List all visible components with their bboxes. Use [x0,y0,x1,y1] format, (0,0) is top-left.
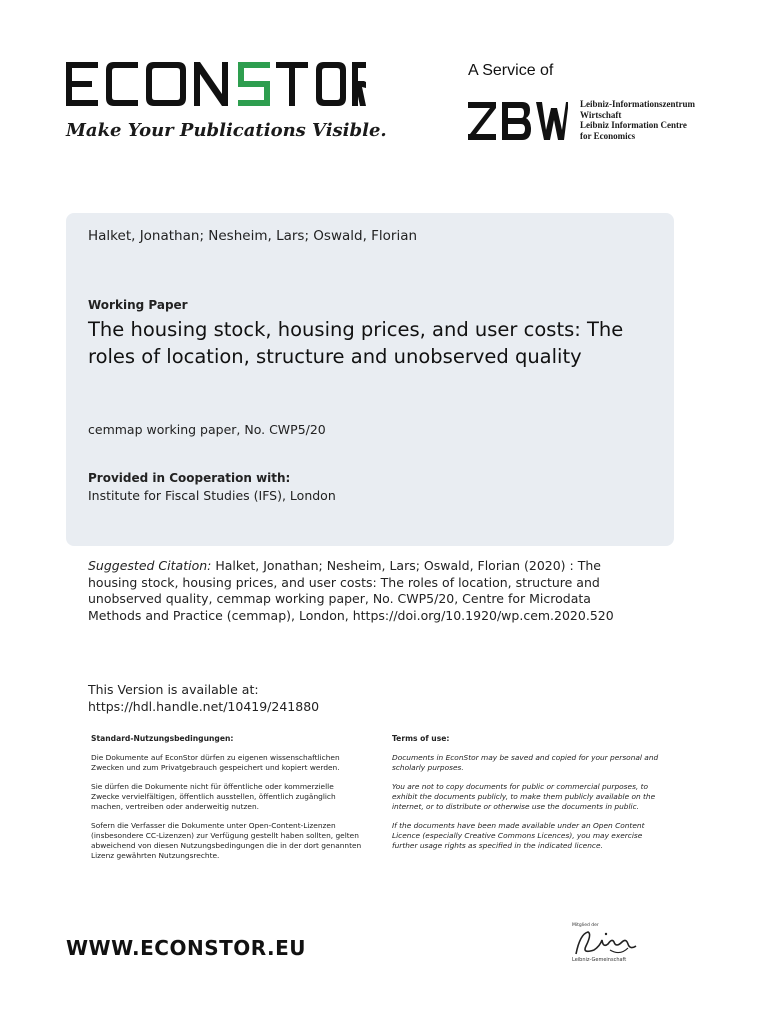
zbw-line: Leibniz Information Centre [580,120,687,130]
terms-german-heading: Standard-Nutzungsbedingungen: [91,734,234,743]
zbw-institution-name [580,99,695,141]
version-url-link[interactable]: https://hdl.handle.net/10419/241880 [88,699,320,714]
econstor-logo [66,58,366,114]
service-label: A Service of [468,62,554,79]
terms-german [91,734,363,870]
authors: Halket, Jonathan; Nesheim, Lars; Oswald, Florian [88,228,418,244]
citation-label: Suggested Citation: [88,558,212,573]
citation-text[interactable]: Halket, Jonathan; Nesheim, Lars; Oswald, Florian (2020) : The housing stock, housing prices, and user costs: The roles of location, structure and unobserved quality, cemmap working paper, No. CWP5/20, Centre for Microdata Methods and Practice (cemmap), London, https://doi.org/10.1920/wp.cem.2020.520 [88,558,614,623]
leibniz-logo-icon [566,920,646,972]
terms-german-paragraph: Sofern die Verfasser die Dokumente unter Open-Content-Lizenzen (insbesondere CC-Lizenzen) zur Verfügung gestellt haben sollten, gelten abweichend von diesen Nutzungsbedingungen die in der dort genannten Lizenz gewährten Nutzungsrechte. [91,821,362,860]
zbw-line: Wirtschaft [580,109,622,120]
leibniz-gemeinschaft-label: Leibniz-Gemeinschaft [572,957,627,963]
document-type: Working Paper [88,298,188,312]
record-info-box [66,213,674,546]
terms-german-paragraph: Die Dokumente auf EconStor dürfen zu eigenen wissenschaftlichen Zwecken und zum Privatgebrauch gespeichert und kopiert werden. [91,753,340,772]
leibniz-member-label: Mitglied der [572,923,599,928]
zbw-line: for Economics [580,130,636,141]
paper-title: The housing stock, housing prices, and user costs: The roles of location, structure and unobserved quality [88,318,624,368]
terms-english-heading: Terms of use: [392,734,450,743]
terms-english-paragraph: You are not to copy documents for public or commercial purposes, to exhibit the documents publicly, to make them publicly available on the internet, or to distribute or otherwise use the documents in public. [392,782,656,811]
terms-german-paragraph: Sie dürfen die Dokumente nicht für öffentliche oder kommerzielle Zwecke vervielfältigen, öffentlich ausstellen, öffentlich zugänglich machen, vertreiben oder anderweitig nutzen. [91,782,336,811]
terms-english-paragraph: Documents in EconStor may be saved and copied for your personal and scholarly purposes. [392,753,659,772]
zbw-line: Leibniz-Informationszentrum [580,99,695,109]
version-label: This Version is available at: [88,682,259,697]
zbw-logo [468,100,568,140]
cooperation-institution: Institute for Fiscal Studies (IFS), London [88,488,336,503]
terms-english [392,734,662,860]
econstor-website-link[interactable]: WWW.ECONSTOR.EU [66,936,307,960]
cooperation-label: Provided in Cooperation with: [88,471,291,485]
suggested-citation [88,558,648,624]
version-info [88,681,319,715]
series: cemmap working paper, No. CWP5/20 [88,422,326,437]
terms-english-paragraph: If the documents have been made available under an Open Content Licence (especially Creative Commons Licences), you may exercise further usage rights as specified in the indicated licence. [392,821,645,850]
tagline: Make Your Publications Visible. [66,120,387,141]
